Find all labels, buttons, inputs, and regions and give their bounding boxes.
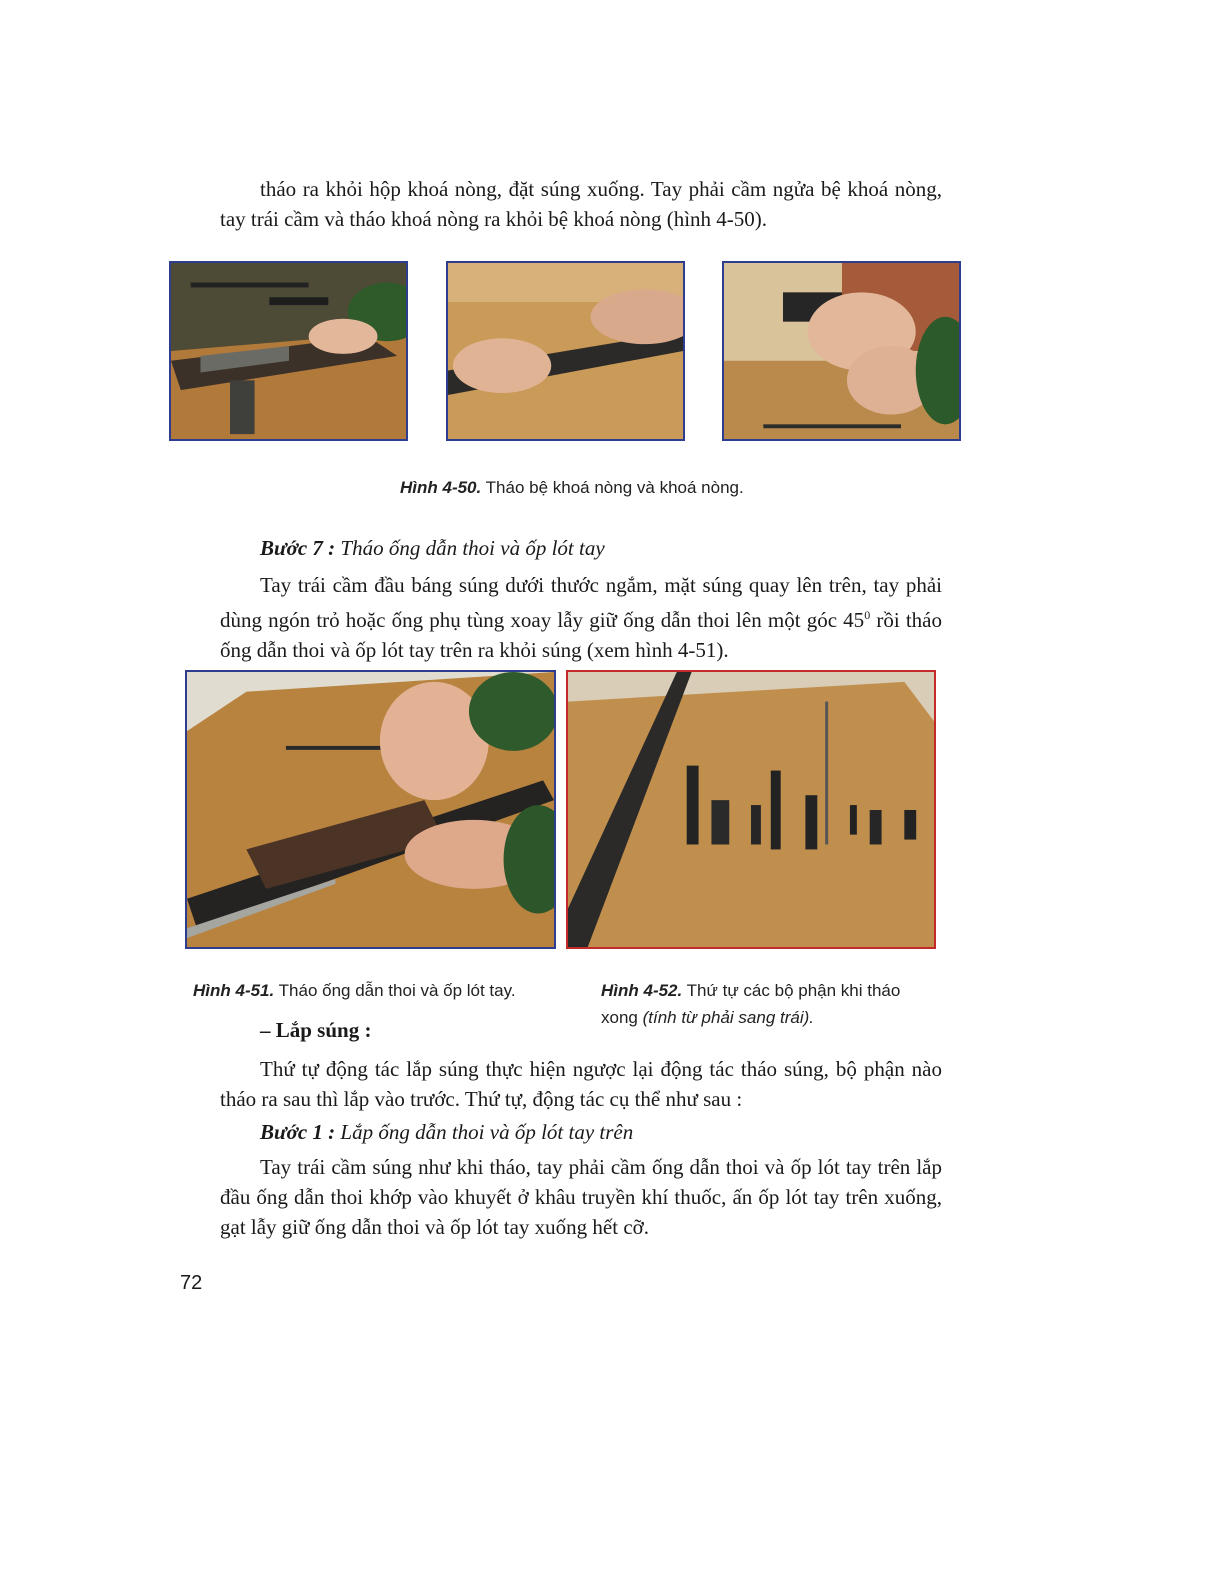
step-7-heading: Bước 7 : Tháo ống dẫn thoi và ốp lót tay	[260, 536, 605, 560]
photo-fig-4-52	[566, 670, 936, 949]
photo-fig-4-50-c	[722, 261, 961, 441]
caption-fig-4-50: Hình 4-50. Tháo bệ khoá nòng và khoá nòng.	[400, 478, 744, 497]
caption-fig-4-52: Hình 4-52. Thứ tự các bộ phận khi tháo xong (tính từ phải sang trái).	[601, 981, 901, 1027]
paragraph-2: Tay trái cầm đầu báng súng dưới thước ngắm, mặt súng quay lên trên, tay phải dùng ngón trỏ hoặc ống phụ tùng xoay lẫy giữ ống dẫn thoi lên một góc $45^0$ rồi tháo ống dẫn thoi và ốp lót tay trên ra khỏi súng (xem hình 4-51).	[220, 573, 942, 662]
photo-fig-4-50-b	[446, 261, 685, 441]
paragraph-4: Tay trái cầm súng như khi tháo, tay phải cầm ống dẫn thoi và ốp lót tay trên lắp đầu ống dẫn thoi khớp vào khuyết ở khâu truyền khí thuốc, ấn ốp lót tay trên xuống, gạt lẫy giữ ống dẫn thoi và ốp lót tay xuống hết cỡ.	[220, 1155, 942, 1239]
step-1-heading: Bước 1 : Lắp ống dẫn thoi và ốp lót tay trên	[260, 1120, 634, 1144]
page-number: 72	[180, 1272, 203, 1294]
photo-fig-4-50-a	[169, 261, 408, 441]
assembly-heading: – Lắp súng :	[260, 1018, 372, 1042]
photo-fig-4-51	[185, 670, 556, 949]
paragraph-1: tháo ra khỏi hộp khoá nòng, đặt súng xuống. Tay phải cầm ngửa bệ khoá nòng, tay trái cầm và tháo khoá nòng ra khỏi bệ khoá nòng (hình 4-50).	[220, 177, 942, 231]
caption-fig-4-51: Hình 4-51. Tháo ống dẫn thoi và ốp lót tay.	[193, 981, 516, 1000]
paragraph-3: Thứ tự động tác lắp súng thực hiện ngược lại động tác tháo súng, bộ phận nào tháo ra sau thì lắp vào trước. Thứ tự, động tác cụ thể như sau :	[220, 1057, 942, 1111]
